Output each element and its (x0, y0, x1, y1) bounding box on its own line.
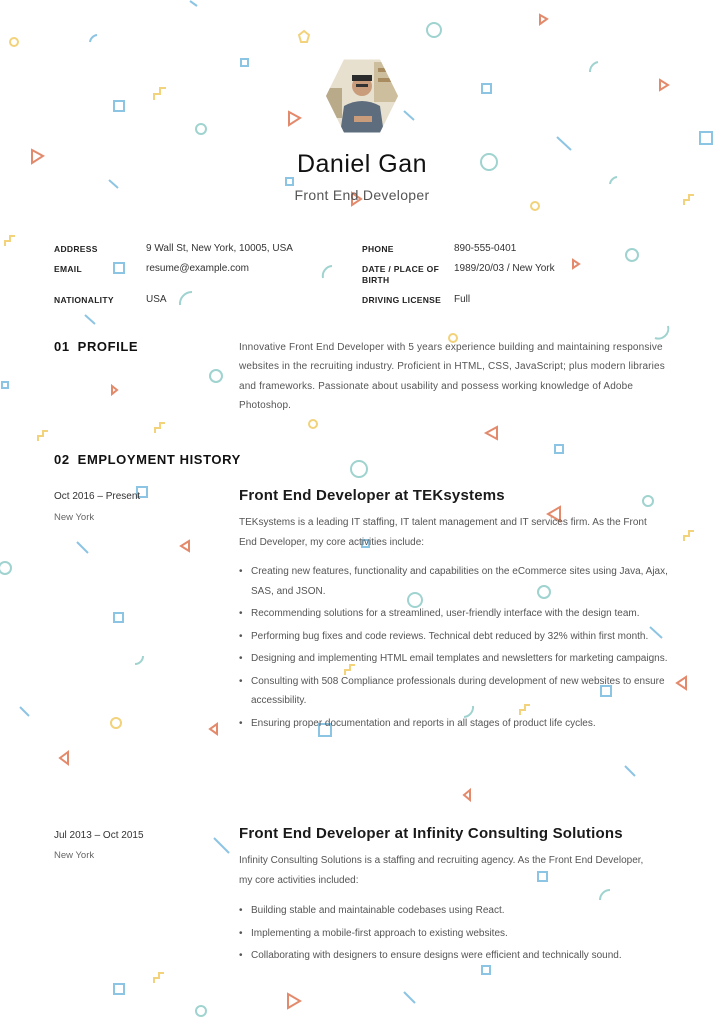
profile-section-label: PROFILE (77, 339, 139, 354)
list-item: • Consulting with 508 Compliance professionals during development of new websites to ensure accessibility. (239, 672, 669, 711)
person-photo-icon (326, 58, 398, 134)
job-1-title: Front End Developer at TEKsystems (239, 487, 505, 504)
address-label: ADDRESS (54, 244, 98, 254)
address-value: 9 Wall St, New York, 10005, USA (146, 243, 293, 254)
candidate-name: Daniel Gan (296, 150, 428, 178)
birth-label-line-1: DATE / PLACE OF (362, 264, 440, 274)
job-2-dates: Jul 2013 – Oct 2015 (54, 830, 144, 841)
phone-label: PHONE (362, 244, 394, 254)
job-2-location: New York (54, 850, 95, 861)
list-item: • Collaborating with designers to ensure designs were efficient and technically sound. (239, 946, 669, 966)
job-2-title: Front End Developer at Infinity Consulting Solutions (239, 825, 623, 842)
birth-value: 1989/20/03 / New York (454, 263, 555, 274)
list-item: • Implementing a mobile-first approach to existing websites. (239, 924, 669, 944)
job-1-description: TEKsystems is a leading IT staffing, IT talent management and IT services firm. As the Front End Developer, my core activities include: (239, 517, 647, 548)
license-value: Full (454, 294, 471, 305)
candidate-role: Front End Developer (294, 187, 430, 203)
list-item: • Ensuring proper documentation and reports in all stages of product life cycles. (239, 714, 669, 734)
profile-section-number: 01 (54, 339, 70, 354)
nationality-value: USA (146, 294, 167, 305)
phone-value: 890-555-0401 (454, 243, 517, 254)
employment-section-label: EMPLOYMENT HISTORY (77, 452, 241, 467)
email-label: EMAIL (54, 264, 82, 274)
list-item: • Recommending solutions for a streamlined, user-friendly interface with the design team. (239, 604, 669, 624)
nationality-label: NATIONALITY (54, 295, 114, 305)
employment-section-title (54, 452, 241, 467)
license-label: DRIVING LICENSE (362, 295, 442, 305)
birth-label-line-2: BIRTH (362, 275, 390, 285)
employment-section-number: 02 (54, 452, 70, 467)
profile-section-title (54, 339, 138, 354)
birth-label (362, 264, 439, 286)
job-2-bullet-list (239, 901, 669, 969)
job-1-dates: Oct 2016 – Present (54, 491, 141, 502)
profile-summary: Innovative Front End Developer with 5 years experience building and maintaining responsive websites in the recruiting industry. Proficient in HTML, CSS, JavaScript; plus modern libraries and frameworks. Passionate about usability and possess working knowledge of Adobe Photoshop. (239, 342, 665, 411)
job-1-location: New York (54, 512, 95, 523)
list-item: • Performing bug fixes and code reviews. Technical debt reduced by 32% within first month. (239, 627, 669, 647)
profile-photo (326, 58, 398, 134)
email-value: resume@example.com (146, 263, 249, 274)
list-item: • Designing and implementing HTML email templates and newsletters for marketing campaigns. (239, 649, 669, 669)
list-item: • Building stable and maintainable codebases using React. (239, 901, 669, 921)
job-1-bullet-list (239, 562, 669, 736)
job-2-description: Infinity Consulting Solutions is a staffing and recruiting agency. As the Front End Developer, my core activities included: (239, 855, 644, 886)
list-item: • Creating new features, functionality and capabilities on the eCommerce sites using Java, Ajax, SAS, and JSON. (239, 562, 669, 601)
